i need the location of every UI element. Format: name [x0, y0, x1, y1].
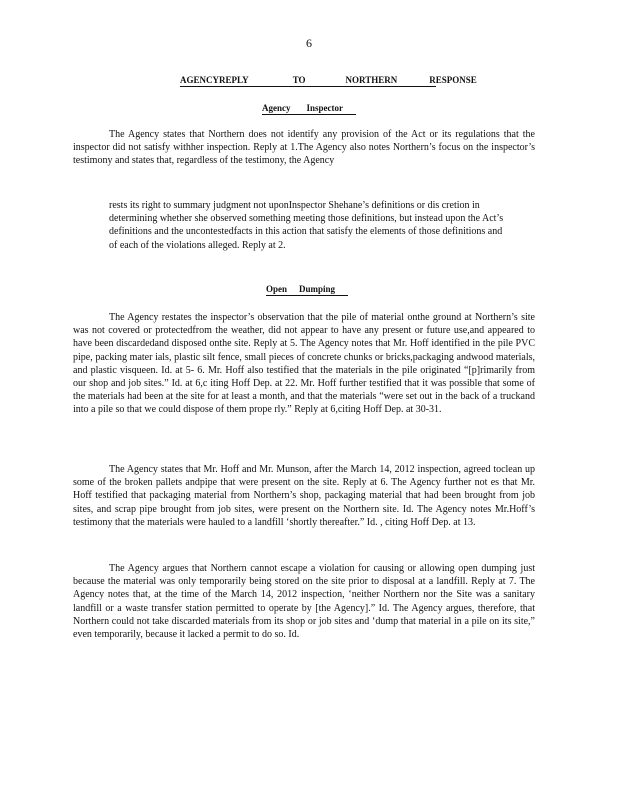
paragraph-3 [73, 463, 535, 529]
main-heading-part1: AGENCYREPLY [180, 75, 249, 85]
paragraph-1 [73, 128, 535, 168]
section1-heading-part1: Agency [262, 103, 291, 113]
section2-heading-part2: Dumping [299, 284, 336, 294]
paragraph-2 [73, 311, 535, 417]
section1-heading-part2: Inspector [306, 103, 343, 113]
section-heading-open-dumping [266, 284, 348, 296]
main-heading-part4: RESPONSE [429, 75, 477, 85]
main-heading-part3: NORTHERN [345, 75, 398, 85]
paragraph-3-text: The Agency states that Mr. Hoff and Mr. Munson, after the March 14, 2012 inspection, agreed toclean up some of the broken pallets andpipe that were present on the site. Reply at 6. The Agency further not es that Mr. Hoff testified that packaging material from Northern’s shop, packaging material that had been brought from job sites, and scrap pipe brought from job sites, were present on the Northern site. Id. The Agency notes Mr.Hoff’s testimony that the materials were hauled to a landfill ‘shortly thereafter.” Id. , citing Hoff Dep. at 13. [73, 464, 535, 528]
main-heading-part2: TO [292, 75, 306, 85]
paragraph-4 [73, 562, 535, 641]
block-quote: rests its right to summary judgment not uponInspector Shehane’s definitions or dis cretion in determining whether she observed something meeting those definitions, but instead upon the Act’s definitions and the uncontestedfacts in this action that satisfy the elements of those definitions and of each of the violations alleged. Reply at 2. [109, 200, 504, 251]
section-heading-agency-inspector [262, 103, 356, 115]
paragraph-2-text: The Agency restates the inspector’s observation that the pile of material onthe ground at Northern’s site was not covered or protectedfrom the weather, did not appear to have any present or future use,and appeared to have been discardedand disposed onthe site. Reply at 5. The Agency notes that Mr. Hoff identified in the pile PVC pipe, packing mater ials, plastic silt fence, small pieces of concrete chunks or bricks,packaging andwood materials, and plastic visqueen. Id. at 5- 6. Mr. Hoff also testified that the materials in the pile originated “[p]rimarily from our shop and job sites.” Id. at 6,c iting Hoff Dep. at 22. Mr. Hoff further testified that it was possible that some of the materials had been at the site for at least a month, and that the materials “were set out in the back of a truckand into a pile so that we could dispose of them prope rly.” Reply at 6,citing Hoff Dep. at 30-31. [73, 312, 535, 416]
paragraph-1-text: The Agency states that Northern does not identify any provision of the Act or its regulations that the inspector did not satisfy withher inspection. Reply at 1.The Agency also notes Northern’s focus on the inspector’s testimony and states that, regardless of the testimony, the Agency [73, 129, 535, 167]
main-heading [180, 75, 477, 87]
page-number: 6 [306, 36, 312, 50]
section2-heading-part1: Open [266, 284, 288, 294]
paragraph-4-text: The Agency argues that Northern cannot escape a violation for causing or allowing open dumping just because the material was only temporarily being stored on the site prior to disposal at a landfill. Reply at 7. The Agency notes that, at the time of the March 14, 2012 inspection, ‘neither Northern nor the Site was a sanitary landfill or a waste transfer station permitted to operate by [the Agency].” Id. The Agency argues, therefore, that Northern could not take discarded materials from its shop or job sites and ‘dump that material in a pile on its site,” even temporarily, because it lacked a permit to do so. Id. [73, 563, 535, 641]
